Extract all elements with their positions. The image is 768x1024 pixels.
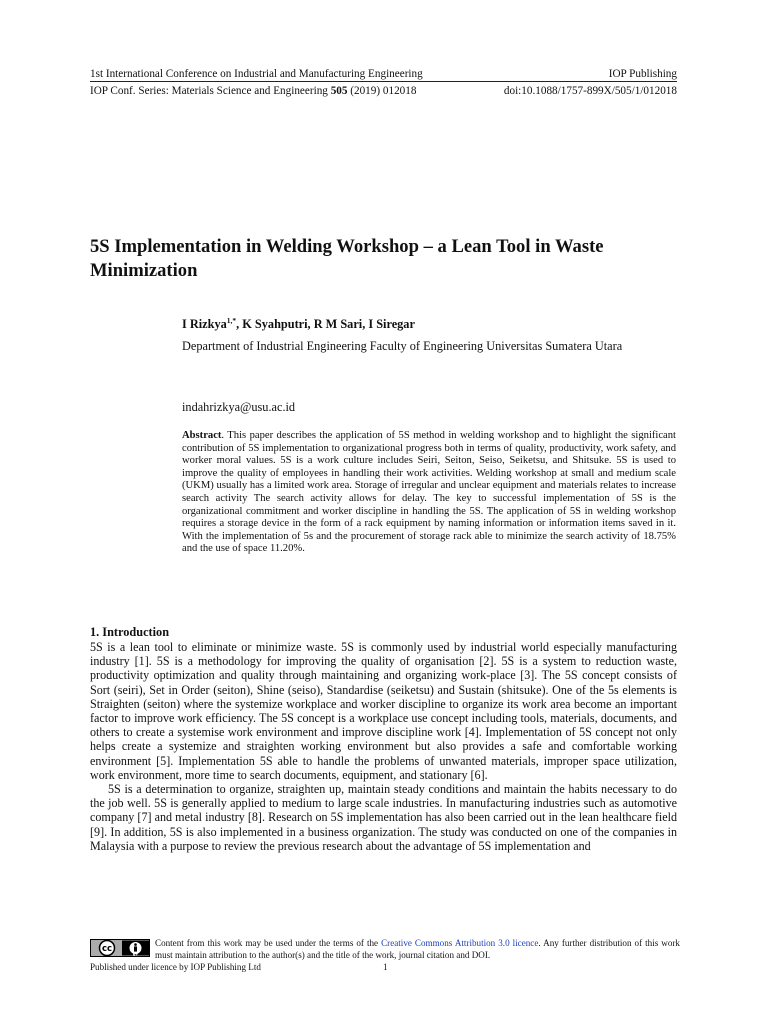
conference-name: 1st International Conference on Industrial and Manufacturing Engineering bbox=[90, 68, 423, 80]
published-by: Published under licence by IOP Publishing Ltd bbox=[90, 962, 261, 972]
license-link[interactable]: Creative Commons Attribution 3.0 licence bbox=[381, 938, 539, 948]
author-list: I Rizkya$^{1,*}$, K Syahputri, R M Sari, I Siregar bbox=[182, 316, 415, 332]
paragraph: 5S is a determination to organize, straighten up, maintain steady conditions and maintain the habits necessary to do the job well. 5S is generally applied to medium to large scale industries. In manufacturing industries such as automotive company [7] and metal industry [8]. Research on 5S implementation has also been carried out in the lean healthcare field [9]. In addition, 5S is also implemented in a business organization. The study was conducted on one of the companies in Malaysia with a purpose to review the previous research about the advantage of 5S implementation and bbox=[90, 782, 677, 853]
section-heading-introduction: 1. Introduction bbox=[90, 625, 170, 639]
abstract bbox=[182, 430, 676, 556]
cc-by-license-icon bbox=[90, 939, 150, 957]
running-header bbox=[90, 67, 677, 81]
affiliation: Department of Industrial Engineering Faculty of Engineering Universitas Sumatera Utara bbox=[182, 339, 623, 353]
abstract-label: Abstract bbox=[182, 430, 222, 441]
email-link[interactable]: indahrizkya@usu.ac.id bbox=[182, 400, 296, 414]
abstract-text: . This paper describes the application of 5S method in welding workshop and to highlight the significant contribution of 5S implementation to organizational progress both in terms of quality, productivity, work safety, and worker moral values. 5S is a work culture includes Seiri, Seiton, Seiso, Seiketsu, and Shitsuke. 5S is used to improve the quality of employees in handling their work activities. Welding workshop at small and medium scale (UKM) usually has a limited work area. Storage of irregular and unclear equipment and materials relates to increase search activity The search activity allows for delay. The key to successful implementation of 5S is the organizational commitment and worker discipline in handling the 5S. The application of 5S in welding workshop requires a storage device in the form of a rack equipment by naming information or information items saved in it. With the implementation of 5s and the procurement of storage rack able to minimize the search activity of 18.75% and the use of space 11.20%. bbox=[182, 430, 676, 555]
header-rule bbox=[90, 81, 677, 82]
license-notice: Content from this work may be used under the terms of the Creative Commons Attribution 3.0 licence. Any further distribution of this work must maintain attribution to the author(s) and the title of the work, journal citation and DOI. bbox=[155, 938, 680, 960]
by-symbol: BY bbox=[132, 952, 139, 957]
cc-symbol: cc bbox=[101, 944, 113, 955]
introduction-body bbox=[90, 640, 677, 853]
paper-title: 5S Implementation in Welding Workshop – a Lean Tool in Waste Minimization bbox=[90, 236, 604, 281]
series-line bbox=[90, 84, 677, 98]
series-info: IOP Conf. Series: Materials Science and Engineering 505 (2019) 012018 bbox=[90, 85, 417, 97]
volume-number: 505 bbox=[330, 85, 348, 97]
person-icon bbox=[134, 943, 137, 946]
publisher-name: IOP Publishing bbox=[608, 68, 677, 80]
page-number: 1 bbox=[383, 962, 388, 972]
paragraph: 5S is a lean tool to eliminate or minimize waste. 5S is commonly used by industrial world especially manufacturing industry [1]. 5S is a methodology for improving the quality of organisation [2]. 5S is a system to reduction waste, productivity optimization and quality through maintaining and organizing work-place [3]. The 5S concept consists of Sort (seiri), Set in Order (seiton), Shine (seiso), Standardise (seiketsu) and Sustain (shitsuke). One of the 5s elements is Straighten (seiton) where the systemize workplace and worker discipline to organize its work area become an important factor to improve work efficiency. The 5S concept is a workplace use concept including tools, materials, documents, and others to create a systemise work environment and improve discipline work [4]. Implementation of 5S concept not only helps create a systemize and straighten working environment but also provides a safe and comfortable working environment [5]. Implementation 5S able to handle the problems of unwanted materials, improper space utilization, work environment, more time to search documents, equipment, and stationary [6]. bbox=[90, 640, 677, 782]
doi: doi:10.1088/1757-899X/505/1/012018 bbox=[503, 85, 677, 97]
